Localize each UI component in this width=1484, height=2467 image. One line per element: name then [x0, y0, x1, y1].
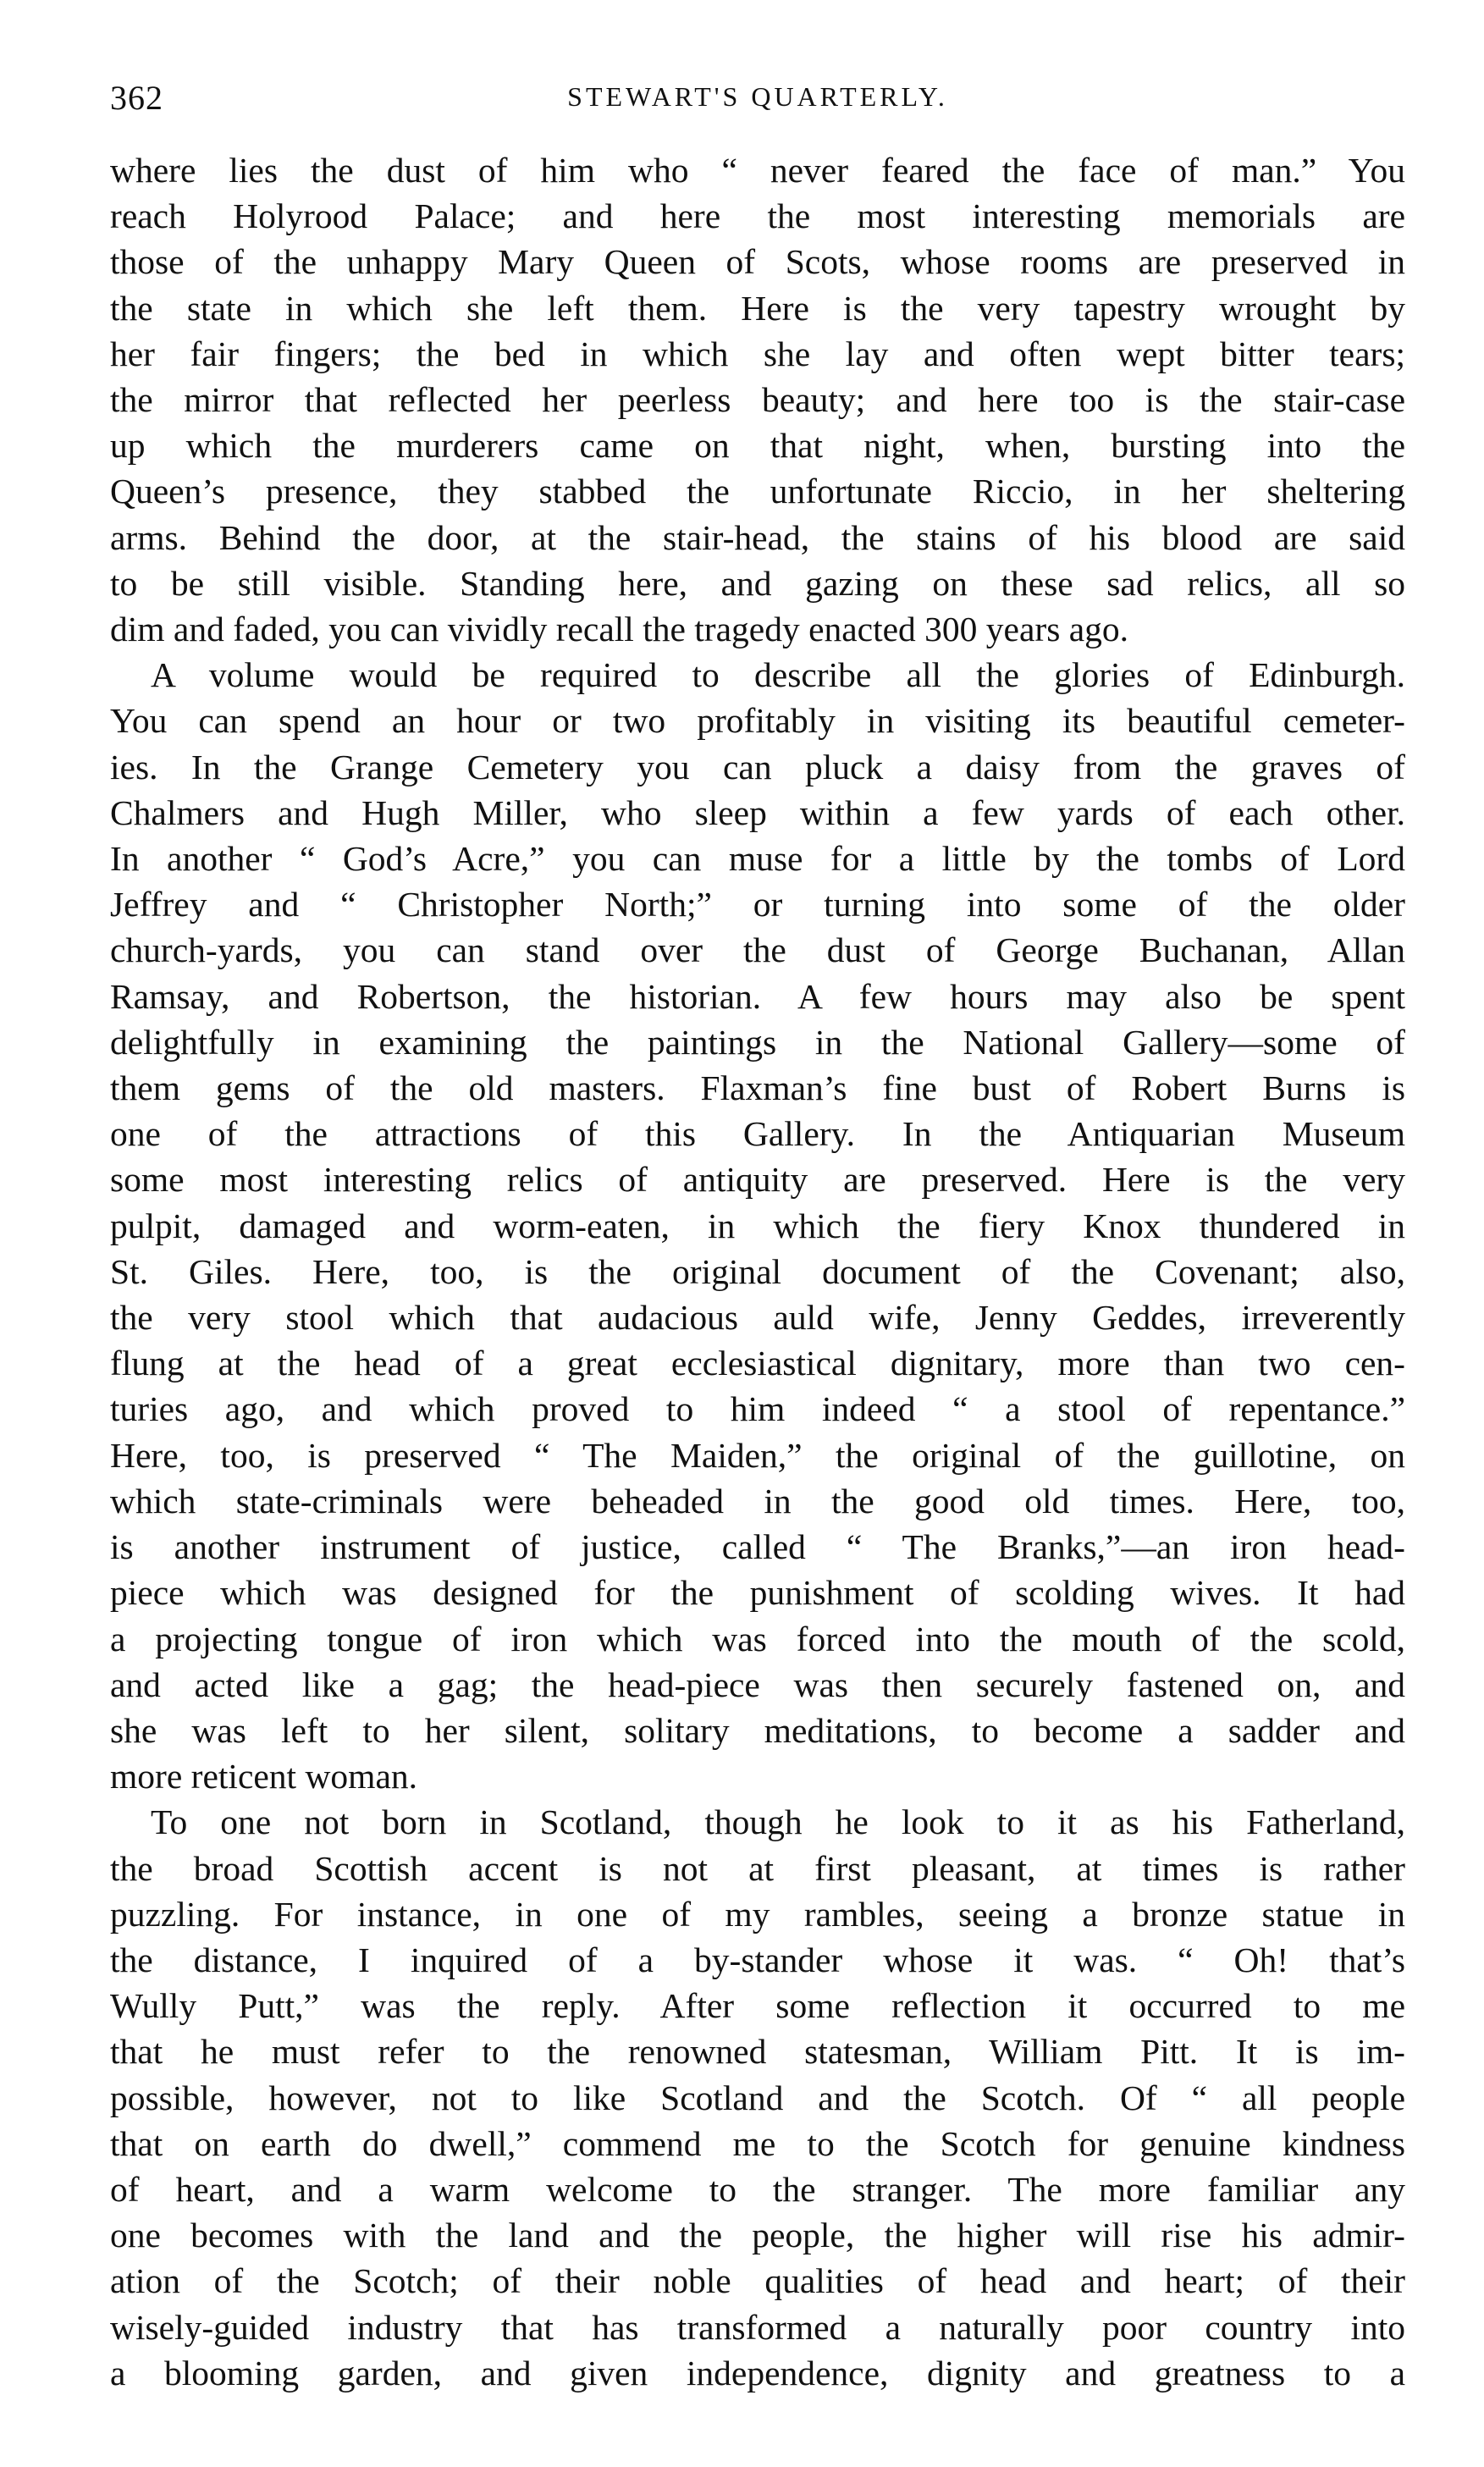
text-line: Jeffrey and “ Christopher North;” or turning into some of the older	[110, 885, 1405, 924]
text-line: ation of the Scotch; of their noble qualities of head and heart; of their	[110, 2261, 1405, 2301]
text-line: them gems of the old masters. Flaxman’s fine bust of Robert Burns is	[110, 1068, 1405, 1108]
running-title: STEWART'S QUARTERLY.	[567, 81, 948, 112]
text-line: flung at the head of a great ecclesiastical dignitary, more than two cen-	[110, 1344, 1405, 1383]
text-line: a projecting tongue of iron which was forced into the mouth of the scold,	[110, 1619, 1405, 1658]
text-line: where lies the dust of him who “ never feared the face of man.” You	[110, 151, 1405, 190]
text-line: delightfully in examining the paintings in the National Gallery—some of	[110, 1022, 1405, 1062]
text-line: St. Giles. Here, too, is the original document of the Covenant; also,	[110, 1251, 1405, 1291]
text-line: she was left to her silent, solitary meditations, to become a sadder and	[110, 1710, 1405, 1750]
text-line: one of the attractions of this Gallery. In the Antiquarian Museum	[110, 1114, 1405, 1154]
text-line: Ramsay, and Robertson, the historian. A few hours may also be spent	[110, 976, 1405, 1016]
text-line: the distance, I inquired of a by-stander whose it was. “ Oh! that’s	[110, 1940, 1405, 1979]
text-line: the mirror that reflected her peerless beauty; and here too is the stair-case	[110, 380, 1405, 420]
text-line: turies ago, and which proved to him indeed “ a stool of repentance.”	[110, 1389, 1405, 1429]
text-line: which state-criminals were beheaded in the good old times. Here, too,	[110, 1481, 1405, 1520]
text-line: Here, too, is preserved “ The Maiden,” the original of the guillotine, on	[110, 1435, 1405, 1475]
text-line: the state in which she left them. Here is the very tapestry wrought by	[110, 288, 1405, 328]
text-line: is another instrument of justice, called “ The Branks,”—an iron head-	[110, 1527, 1405, 1567]
text-line: arms. Behind the door, at the stair-head, the stains of his blood are said	[110, 517, 1405, 557]
text-line: of heart, and a warm welcome to the stranger. The more familiar any	[110, 2169, 1405, 2209]
text-line: a blooming garden, and given independence, dignity and greatness to a	[110, 2353, 1405, 2392]
text-line: pulpit, damaged and worm-eaten, in which the fiery Knox thundered in	[110, 1206, 1405, 1245]
page-header	[110, 78, 1405, 129]
text-line: reach Holyrood Palace; and here the most interesting memorials are	[110, 196, 1405, 236]
text-line: church-yards, you can stand over the dust of George Buchanan, Allan	[110, 930, 1405, 970]
text-line: Queen’s presence, they stabbed the unfortunate Riccio, in her sheltering	[110, 472, 1405, 511]
text-line: dim and faded, you can vividly recall the tragedy enacted 300 years ago.	[110, 610, 1129, 649]
text-line: that on earth do dwell,” commend me to the Scotch for genuine kindness	[110, 2123, 1405, 2163]
text-line: up which the murderers came on that night, when, bursting into the	[110, 426, 1405, 466]
text-line: the broad Scottish accent is not at first pleasant, at times is rather	[110, 1848, 1405, 1888]
text-line: To one not born in Scotland, though he look to it as his Fatherland,	[151, 1802, 1405, 1842]
page-number: 362	[110, 79, 163, 117]
text-line: some most interesting relics of antiquity are preserved. Here is the very	[110, 1160, 1405, 1200]
text-line: piece which was designed for the punishment of scolding wives. It had	[110, 1573, 1405, 1613]
text-line: more reticent woman.	[110, 1757, 417, 1796]
text-line: Wully Putt,” was the reply. After some reflection it occurred to me	[110, 1986, 1405, 2026]
text-line: the very stool which that audacious auld wife, Jenny Geddes, irreverently	[110, 1298, 1405, 1338]
text-line: Chalmers and Hugh Miller, who sleep within a few yards of each other.	[110, 792, 1405, 832]
text-line: A volume would be required to describe all the glories of Edinburgh.	[151, 655, 1405, 695]
text-line: You can spend an hour or two profitably in visiting its beautiful cemeter-	[110, 701, 1405, 741]
text-line: wisely-guided industry that has transformed a naturally poor country into	[110, 2307, 1405, 2347]
text-line: puzzling. For instance, in one of my rambles, seeing a bronze statue in	[110, 1894, 1405, 1934]
text-line: her fair fingers; the bed in which she lay and often wept bitter tears;	[110, 334, 1405, 373]
text-line: possible, however, not to like Scotland and the Scotch. Of “ all people	[110, 2078, 1405, 2117]
text-line: ies. In the Grange Cemetery you can pluck a daisy from the graves of	[110, 747, 1405, 786]
text-line: and acted like a gag; the head-piece was then securely fastened on, and	[110, 1664, 1405, 1704]
text-line: In another “ God’s Acre,” you can muse for a little by the tombs of Lord	[110, 839, 1405, 879]
text-line: those of the unhappy Mary Queen of Scots, whose rooms are preserved in	[110, 242, 1405, 282]
body-text	[110, 147, 1405, 2396]
text-line: that he must refer to the renowned statesman, William Pitt. It is im-	[110, 2032, 1405, 2072]
text-line: one becomes with the land and the people, the higher will rise his admir-	[110, 2216, 1405, 2255]
text-line: to be still visible. Standing here, and gazing on these sad relics, all so	[110, 563, 1405, 603]
